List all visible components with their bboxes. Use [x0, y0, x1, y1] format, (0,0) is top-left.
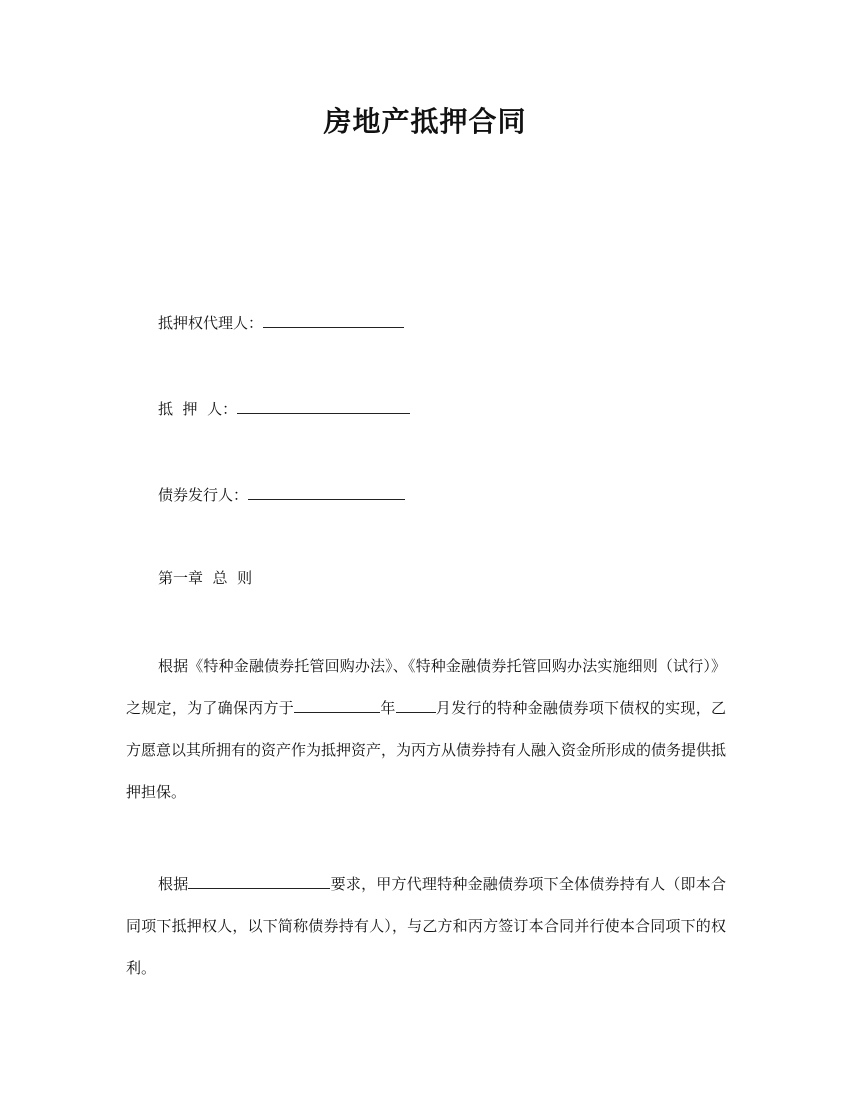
- mortgagee-agent-label: 抵押权代理人：: [158, 314, 264, 332]
- mortgagor-field: [158, 397, 410, 419]
- paragraph-2-part1: 根据: [158, 875, 189, 893]
- mortgagee-agent-blank[interactable]: [263, 311, 404, 328]
- paragraph-2-part2: 要求，甲方代理特种金融债券项下全体债券持有人（即本合同项下抵押权人，以下简称债券持有人），与乙方和丙方签订本合同并行使本合同项下的权利。: [126, 875, 726, 977]
- bond-issuer-field: [158, 483, 405, 505]
- paragraph-2: [126, 863, 726, 989]
- mortgagor-blank[interactable]: [237, 397, 410, 414]
- month-blank[interactable]: [396, 698, 436, 713]
- paragraph-1: [126, 645, 726, 813]
- chapter-heading: 第一章 总 则: [158, 569, 253, 587]
- year-suffix: 年: [380, 699, 396, 717]
- document-title: 房地产抵押合同: [323, 105, 527, 138]
- mortgagee-agent-field: [158, 311, 404, 333]
- paragraph-1-part2: 月发行的特种金融债券项下债权的实现，乙方愿意以其所拥有的资产作为抵押资产，为丙方从债券持有人融入资金所形成的债务提供抵押担保。: [126, 699, 727, 801]
- paragraph-1-part1: 根据《特种金融债券托管回购办法》、《特种金融债券托管回购办法实施细则（试行）》之规定，为了确保丙方于: [126, 657, 726, 717]
- bond-issuer-blank[interactable]: [248, 483, 405, 500]
- year-blank[interactable]: [294, 698, 380, 713]
- requirement-blank[interactable]: [188, 874, 330, 889]
- mortgagor-label: 抵 押 人：: [158, 400, 238, 418]
- bond-issuer-label: 债券发行人：: [158, 486, 249, 504]
